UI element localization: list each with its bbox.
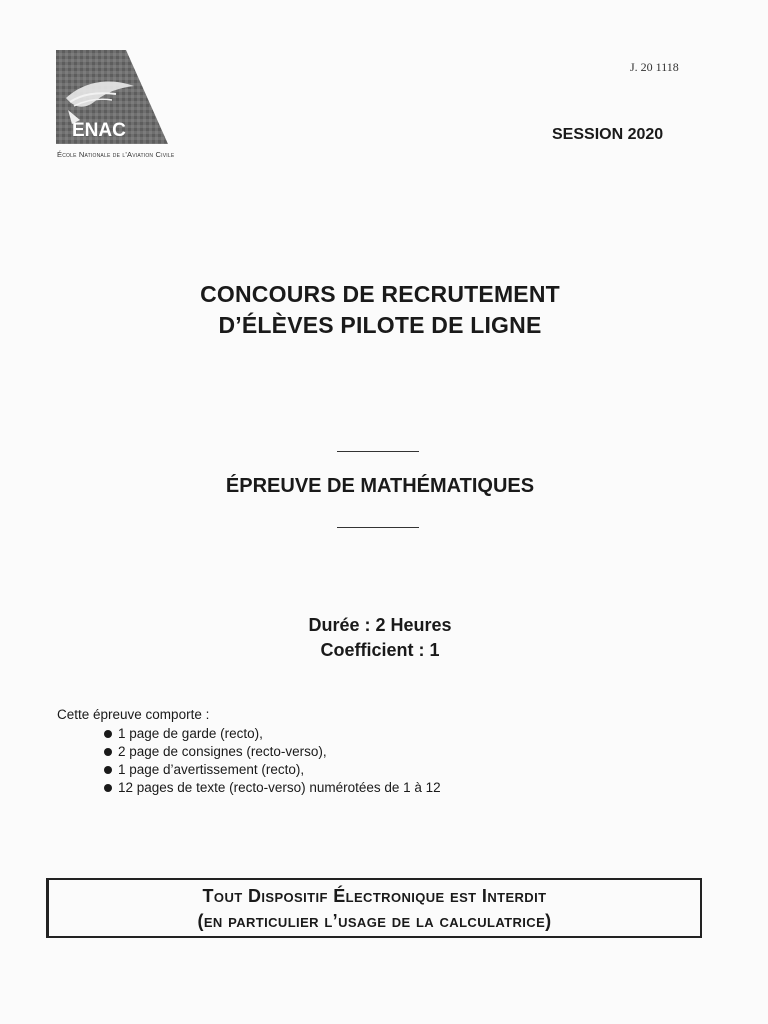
list-item-text: 1 page de garde (recto), xyxy=(118,726,263,741)
bullet-icon xyxy=(104,766,112,774)
warning-line-2: (en particulier l’usage de la calculatrice) xyxy=(197,911,552,931)
bullet-icon xyxy=(104,730,112,738)
bullet-icon xyxy=(104,784,112,792)
warning-box xyxy=(46,878,702,938)
list-item xyxy=(104,779,441,797)
list-item xyxy=(104,725,441,743)
session-label: SESSION 2020 xyxy=(552,126,664,143)
enac-logo xyxy=(56,50,168,144)
title-line-2: D’ÉLÈVES PILOTE DE LIGNE xyxy=(218,312,542,338)
logo-text: ENAC xyxy=(72,120,126,141)
exam-coefficient: Coefficient : 1 xyxy=(320,640,440,660)
divider-bottom xyxy=(337,527,419,528)
bullet-icon xyxy=(104,748,112,756)
list-item-text: 1 page d’avertissement (recto), xyxy=(118,762,305,777)
warning-line-1: Tout Dispositif Électronique est Interdit xyxy=(202,886,547,906)
contents-list xyxy=(104,725,441,797)
exam-duration: Durée : 2 Heures xyxy=(308,615,452,635)
divider-top xyxy=(337,451,419,452)
logo-subtitle: École Nationale de l'Aviation Civile xyxy=(57,150,175,159)
title-line-1: CONCOURS DE RECRUTEMENT xyxy=(200,281,560,307)
reference-number: J. 20 1118 xyxy=(630,60,679,74)
list-item xyxy=(104,761,441,779)
list-item-text: 2 page de consignes (recto-verso), xyxy=(118,744,327,759)
contents-intro: Cette épreuve comporte : xyxy=(57,707,210,722)
list-item-text: 12 pages de texte (recto-verso) numérotées de 1 à 12 xyxy=(118,780,441,795)
exam-subject: ÉPREUVE DE MATHÉMATIQUES xyxy=(225,475,535,497)
list-item xyxy=(104,743,441,761)
